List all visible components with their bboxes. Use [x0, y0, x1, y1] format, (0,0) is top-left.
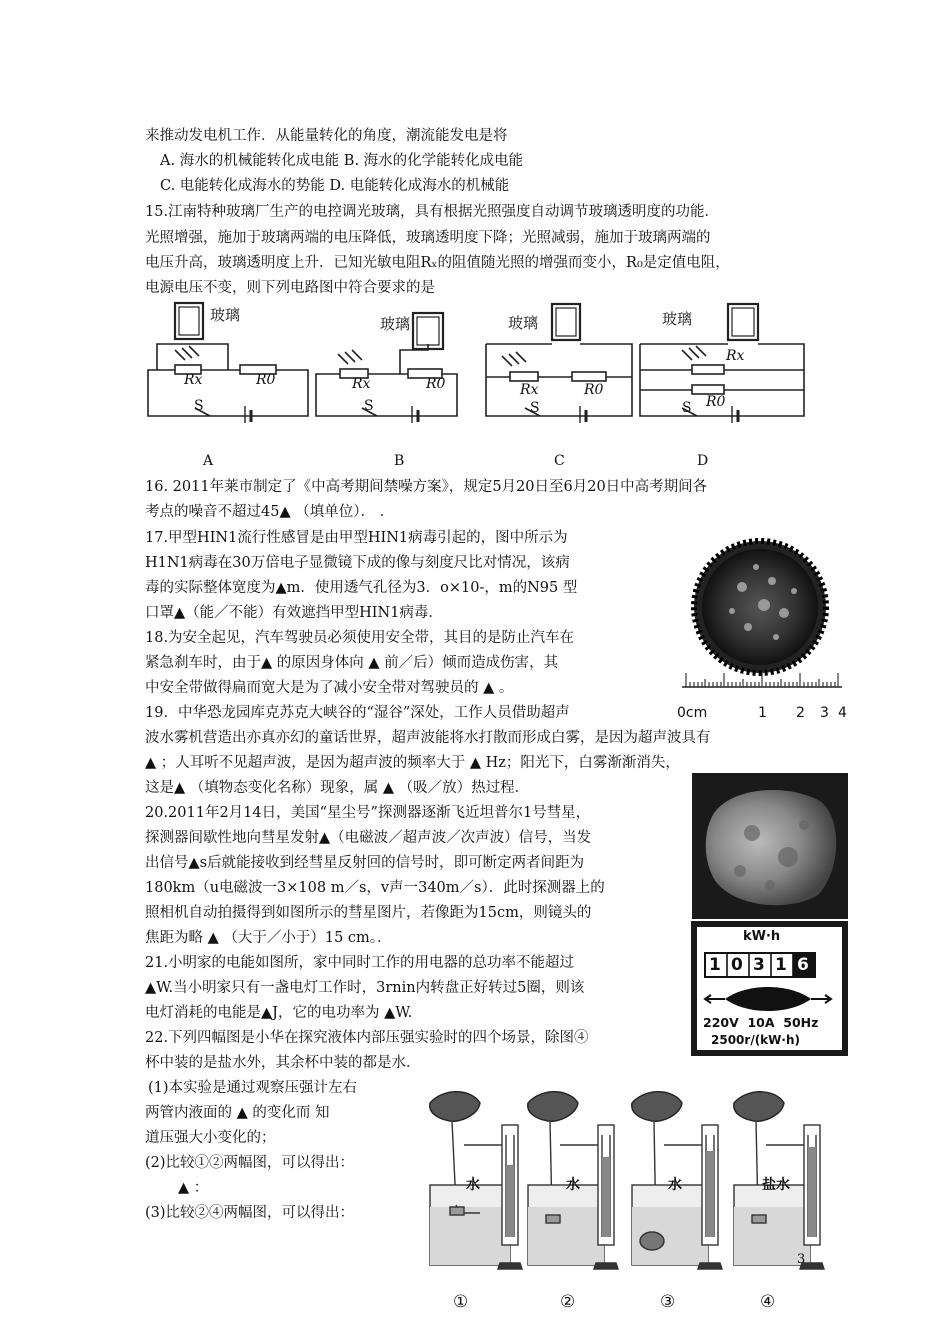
question-20-line-6: 焦距为略 ▲ （大于／小于）15 cm。．	[145, 930, 392, 946]
ruler-unit-label: 0cm	[677, 705, 708, 721]
ruler-tick-1: 1	[758, 705, 767, 721]
meter-digit-3: 3	[753, 955, 765, 975]
meter-digit-4: 1	[775, 955, 787, 975]
beaker-2-liquid: 水	[566, 1177, 580, 1193]
question-19-line-2: 波水雾机营造出亦真亦幻的童话世界，超声波能将水打散而形成白雾，是因为超声波具有	[145, 730, 711, 746]
option-label-c: C	[554, 453, 565, 469]
question-17-line-2: H1N1病毒在30万倍电子显微镜下成的像与刻度尺比对情况，该病	[145, 555, 570, 571]
question-20-line-4: 180km（u电磁波一3×108 m／s，v声一340m／s）．此时探测器上的	[145, 880, 605, 896]
question-22-part-1-line-1: (1)本实验是通过观察压强计左右	[148, 1080, 358, 1096]
question-15-line-3: 电压升高，玻璃透明度上升．已知光敏电阻Rₓ的阻值随光照的增强而变小，R₀是定值电阻，	[145, 255, 730, 271]
question-15-line-2: 光照增强，施加于玻璃两端的电压降低，玻璃透明度下降；光照减弱，施加于玻璃两端的	[145, 230, 711, 246]
option-label-a: A	[203, 453, 214, 469]
question-20-line-1: 20.2011年2月14日，美国“星尘号”探测器逐渐飞近坦普尔1号彗星，	[145, 805, 591, 821]
electric-meter	[691, 921, 848, 1056]
switch-label-c: S	[530, 400, 540, 416]
r0-label-a: R0	[256, 372, 276, 388]
beaker-3-liquid: 水	[668, 1177, 682, 1193]
question-21-line-2: ▲W.当小明家只有一盏电灯工作时，3rnin内转盘正好转过5圈，则该	[145, 980, 585, 996]
rx-label-b: Rx	[352, 376, 371, 392]
meter-digit-2: 0	[731, 955, 743, 975]
question-17-line-4: 口罩▲（能／不能）有效遮挡甲型HIN1病毒．	[145, 605, 443, 621]
question-22-line-1: 22.下列四幅图是小华在探究液体内部压强实验时的四个场景，除图④	[145, 1030, 589, 1046]
question-18-line-2: 紧急刹车时，由于▲ 的原因身体向 ▲ 前／后）倾而造成伤害，其	[145, 655, 559, 671]
rx-label-c: Rx	[520, 382, 539, 398]
question-18-line-1: 18.为安全起见，汽车驾驶员必须使用安全带，其目的是防止汽车在	[145, 630, 575, 646]
question-19-line-1: 19．中华恐龙园库克苏克大峡谷的“湿谷”深处，工作人员借助超声	[145, 705, 570, 721]
beaker-1-liquid: 水	[466, 1177, 480, 1193]
question-17-line-3: 毒的实际整体宽度为▲m．使用透气孔径为3．o×10-，m的N95 型	[145, 580, 578, 596]
question-22-part-3-line-1: (3)比较②④两幅图，可以得出：	[145, 1205, 355, 1221]
switch-label-a: S	[194, 398, 204, 414]
beaker-1-number: ①	[453, 1292, 469, 1312]
question-15-line-1: 15.江南特种玻璃厂生产的电控调光玻璃，具有根据光照强度自动调节玻璃透明度的功能．	[145, 204, 720, 220]
ruler-tick-3: 3	[820, 705, 829, 721]
option-line-cd: C. 电能转化成海水的势能 D. 电能转化成海水的机械能	[160, 178, 510, 194]
comet-image	[692, 773, 848, 919]
glass-label-b: 玻璃	[380, 315, 411, 333]
page-number: 3	[797, 1252, 806, 1267]
r0-label-c: R0	[584, 382, 604, 398]
question-22-part-2-line-1: (2)比较①②两幅图，可以得出：	[145, 1155, 355, 1171]
ruler-tick-4: 4	[838, 705, 847, 721]
meter-unit: kW·h	[743, 929, 781, 944]
question-22-part-2-line-2: ▲ ：	[178, 1180, 209, 1196]
switch-label-d: S	[682, 400, 692, 416]
question-21-line-1: 21.小明家的电能如图所，家中同时工作的用电器的总功率不能超过	[145, 955, 575, 971]
question-17-line-1: 17.甲型HIN1流行性感冒是由甲型HIN1病毒引起的，图中所示为	[145, 530, 568, 546]
rx-label-a: Rx	[184, 372, 203, 388]
option-line-ab: A. 海水的机械能转化成电能 B. 海水的化学能转化成电能	[160, 153, 524, 169]
question-15-line-4: 电源电压不变，则下列电路图中符合要求的是	[145, 280, 435, 296]
glass-label-d: 玻璃	[662, 310, 693, 328]
question-20-line-3: 出信号▲s后就能接收到经彗星反射回的信号时，即可断定两者间距为	[145, 855, 585, 871]
question-21-line-3: 电灯消耗的电能是▲J，它的电功率为 ▲W.	[145, 1005, 413, 1021]
question-22-part-1-line-2: 两管内液面的 ▲ 的变化而 知	[145, 1105, 330, 1121]
question-19-line-3: ▲ ；人耳听不见超声波，是因为超声波的频率大于 ▲ Hz；阳光下，白雾渐渐消失，	[145, 755, 680, 771]
beaker-4-number: ④	[760, 1292, 776, 1312]
virus-image	[676, 527, 848, 725]
meter-rate: 2500r/(kW·h)	[711, 1033, 800, 1047]
question-20-line-2: 探测器间歇性地向彗星发射▲（电磁波／超声波／次声波）信号，当发	[145, 830, 592, 846]
ruler-tick-2: 2	[796, 705, 805, 721]
meter-digit-1: 1	[709, 955, 721, 975]
option-label-b: B	[394, 453, 405, 469]
question-22-part-1-line-3: 道压强大小变化的；	[145, 1130, 276, 1146]
switch-label-b: S	[364, 398, 374, 414]
meter-spec: 220V 10A 50Hz	[703, 1015, 819, 1030]
text-line-1: 来推动发电机工作．从能量转化的角度，潮流能发电是将	[145, 128, 508, 144]
question-20-line-5: 照相机自动拍摄得到如图所示的彗星图片，若像距为15cm，则镜头的	[145, 905, 592, 921]
r0-label-d: R0	[706, 394, 726, 410]
question-22-line-2: 杯中装的是盐水外，其余杯中装的都是水．	[145, 1055, 421, 1071]
beaker-3-number: ③	[660, 1292, 676, 1312]
glass-label-c: 玻璃	[508, 314, 539, 332]
question-16-line-1: 16. 2011年莱市制定了《中高考期间禁噪方案》，规定5月20日至6月20日中高考期间各	[145, 479, 708, 495]
option-label-d: D	[697, 453, 709, 469]
r0-label-b: R0	[426, 376, 446, 392]
meter-digit-5: 6	[797, 955, 809, 975]
rx-label-d: Rx	[726, 348, 745, 364]
question-18-line-3: 中安全带做得扁而宽大是为了减小安全带对驾驶员的 ▲ 。	[145, 680, 514, 696]
beaker-4-liquid: 盐水	[762, 1177, 790, 1193]
glass-label-a: 玻璃	[210, 306, 241, 324]
question-19-line-4: 这是▲ （填物态变化名称）现象，属 ▲ （吸／放）热过程．	[145, 780, 530, 796]
beaker-2-number: ②	[560, 1292, 576, 1312]
question-16-line-2: 考点的噪音不超过45▲ （填单位）． ．	[145, 504, 395, 520]
